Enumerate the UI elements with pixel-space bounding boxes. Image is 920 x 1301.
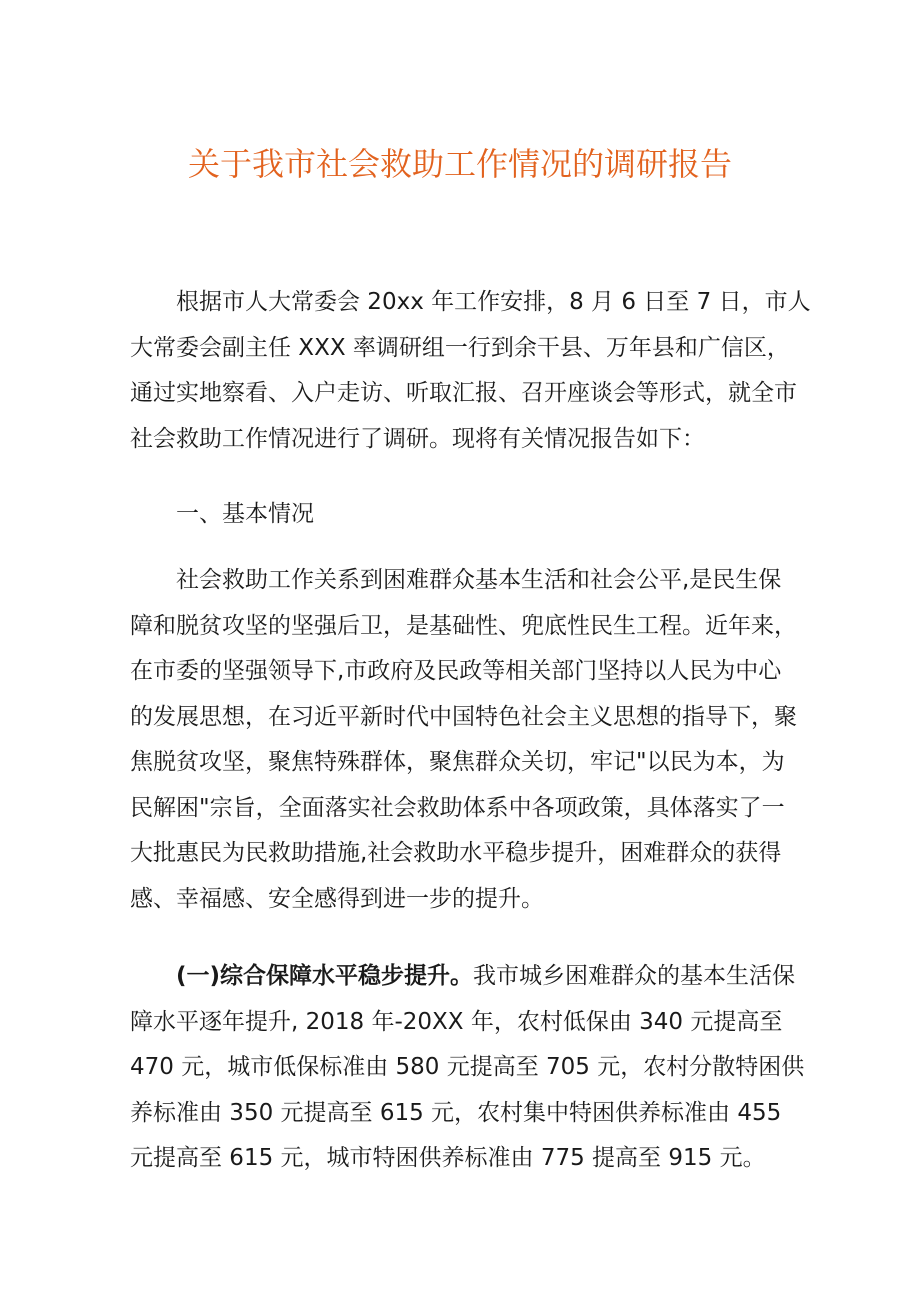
paragraph-first-line xyxy=(130,954,796,1000)
subsection-paragraph xyxy=(130,954,805,1182)
paragraph-line: 大批惠民为民救助措施,社会救助水平稳步提升，困难群众的获得 xyxy=(130,840,782,866)
paragraph-line: 根据市人大常委会 20xx 年工作安排，8 月 6 日至 7 日，市人 xyxy=(176,289,811,315)
paragraph-line: 社会救助工作情况进行了调研。现将有关情况报告如下： xyxy=(130,425,705,452)
intro-paragraph xyxy=(130,280,811,462)
subsection-heading: (一)综合保障水平稳步提升。 xyxy=(176,963,474,989)
paragraph-line: 通过实地察看、入户走访、听取汇报、召开座谈会等形式，就全市 xyxy=(130,380,797,406)
paragraph-line: 470 元，城市低保标准由 580 元提高至 705 元，农村分散特困供 xyxy=(130,1054,805,1080)
basic-situation-paragraph xyxy=(130,558,796,922)
paragraph-line: 感、幸福感、安全感得到进一步的提升。 xyxy=(130,885,544,912)
paragraph-line: 障和脱贫攻坚的坚强后卫，是基础性、兜底性民生工程。近年来， xyxy=(130,612,797,639)
paragraph-line: 元提高至 615 元，城市特困供养标准由 775 提高至 915 元。 xyxy=(130,1145,766,1171)
section-heading-text: 一、基本情况 xyxy=(176,501,314,527)
paragraph-line: 的发展思想，在习近平新时代中国特色社会主义思想的指导下，聚 xyxy=(130,703,797,730)
paragraph-line: 障水平逐年提升, 2018 年-20XX 年，农村低保由 340 元提高至 xyxy=(130,1008,783,1035)
section-heading xyxy=(130,492,796,538)
paragraph-line: 民解困"宗旨，全面落实社会救助体系中各项政策，具体落实了一 xyxy=(130,794,785,821)
document-title: 关于我市社会救助工作情况的调研报告 xyxy=(187,145,732,183)
paragraph-line-rest: 我市城乡困难群众的基本生活保 xyxy=(473,963,796,989)
paragraph-line: 大常委会副主任 XXX 率调研组一行到余干县、万年县和广信区， xyxy=(130,334,790,361)
paragraph-line: 社会救助工作关系到困难群众基本生活和社会公平,是民生保 xyxy=(176,567,782,593)
paragraph-line: 焦脱贫攻坚，聚焦特殊群体，聚焦群众关切，牢记"以民为本，为 xyxy=(130,749,785,775)
paragraph-line: 养标准由 350 元提高至 615 元，农村集中特困供养标准由 455 xyxy=(130,1099,782,1126)
paragraph-line: 在市委的坚强领导下,市政府及民政等相关部门坚持以人民为中心 xyxy=(130,658,782,684)
